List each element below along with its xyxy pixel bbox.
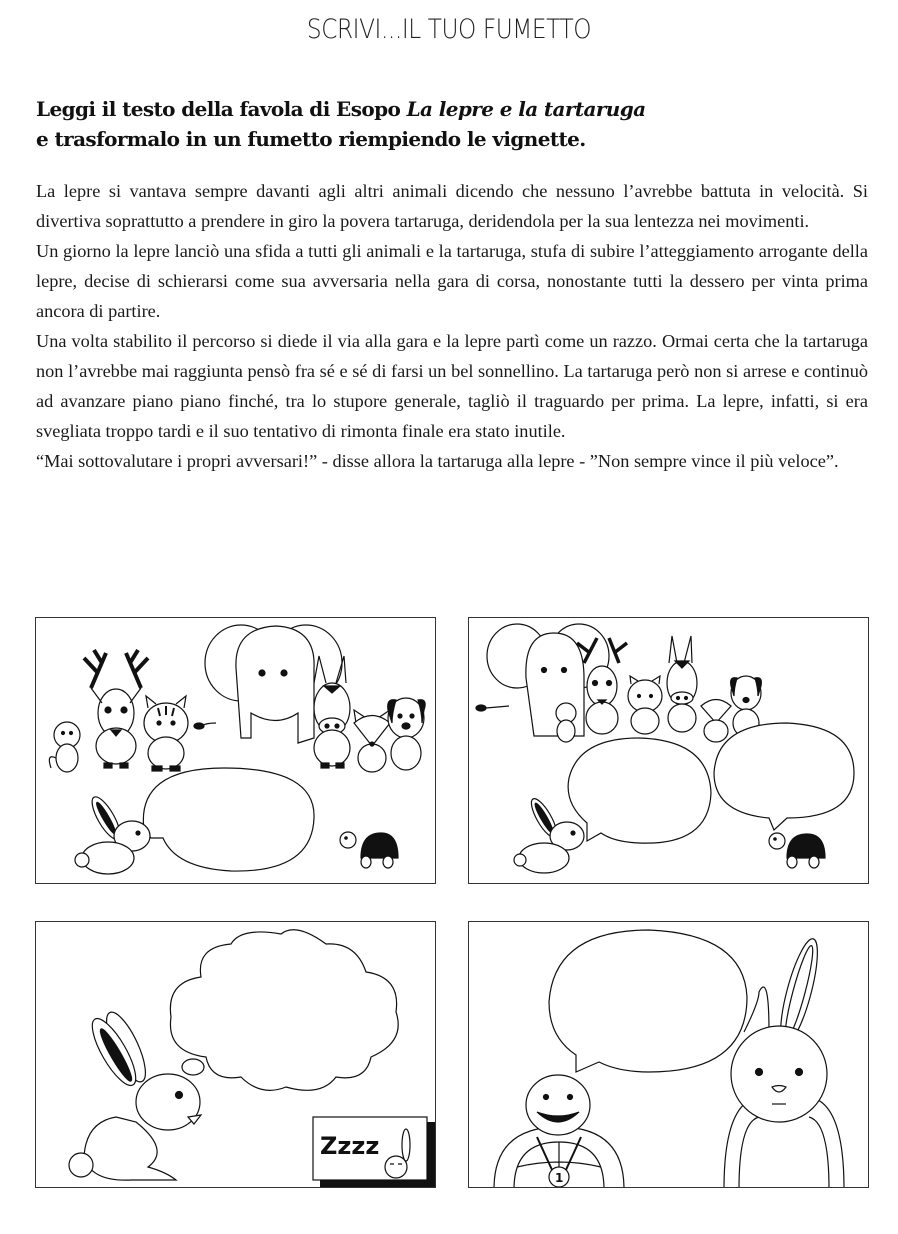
instructions [36,94,866,154]
donkey-icon [667,636,697,732]
comic-panel-1 [35,617,436,884]
story-paragraph: “Mai sottovalutare i propri avversari!” - disse allora la tartaruga alla lepre - ”Non sempre vince il più veloce”. [36,451,839,471]
deer-icon [84,650,148,768]
tiger-icon [144,696,188,771]
story-paragraph: Un giorno la lepre lanciò una sfida a tutti gli animali e la tartaruga, stufa di subire l’atteggiamento arrogante della lepre, decise di schierarsi come sua avversaria nella gara di corsa, nonostante tutti la dessero per vinta prima ancora di partire. [36,241,868,321]
fable-title: La lepre e la tartaruga [406,97,646,121]
thought-bubble-small [182,1059,204,1075]
comic-panel-3 [35,921,436,1188]
monkey-icon [49,722,80,772]
fable-text [36,176,868,476]
story-paragraph: La lepre si vantava sempre davanti agli altri animali dicendo che nessuno l’avrebbe battuta in velocità. Si divertiva soprattutto a prendere in giro la povera tartaruga, deridendola per la sua lentezza nei movimenti. [36,181,868,231]
story-paragraph: Una volta stabilito il percorso si diede il via alla gara e la lepre partì come un razzo. Ormai certa che la tartaruga non l’avrebbe mai raggiunta pensò fra sé e sé di farsi un bel sonnellino. La tartaruga però non si arrese e continuò ad avanzare piano piano finché, tra lo stupore generale, tagliò il traguardo per prima. La lepre, infatti, si era svegliata troppo tardi e il suo tentativo di rimonta finale era stato inutile. [36,331,868,441]
medal-label: 1 [555,1171,564,1185]
speech-bubble [143,768,314,871]
sleeping-hare-inset [313,1117,435,1187]
instructions-line1: Leggi il testo della favola di Esopo [36,97,407,121]
tiger-icon [628,676,662,734]
speech-bubble [549,930,747,1072]
comic-panel-2 [468,617,869,884]
speech-bubble-hare [568,738,711,843]
page-title: SCRIVI...IL TUO FUMETTO [306,14,592,45]
comic-panel-4 [468,921,869,1188]
speech-bubble-tortoise [714,723,854,830]
dog-icon [388,698,425,770]
instructions-line2: e trasformalo in un fumetto riempiendo le vignette. [36,127,586,151]
fox-icon [354,710,390,772]
hare-icon [75,793,150,874]
tortoise-icon [340,832,398,868]
zzz-text: Zzzz [320,1132,380,1160]
tortoise-icon [494,1075,624,1188]
fox-icon [701,700,731,743]
tortoise-icon [769,833,825,868]
